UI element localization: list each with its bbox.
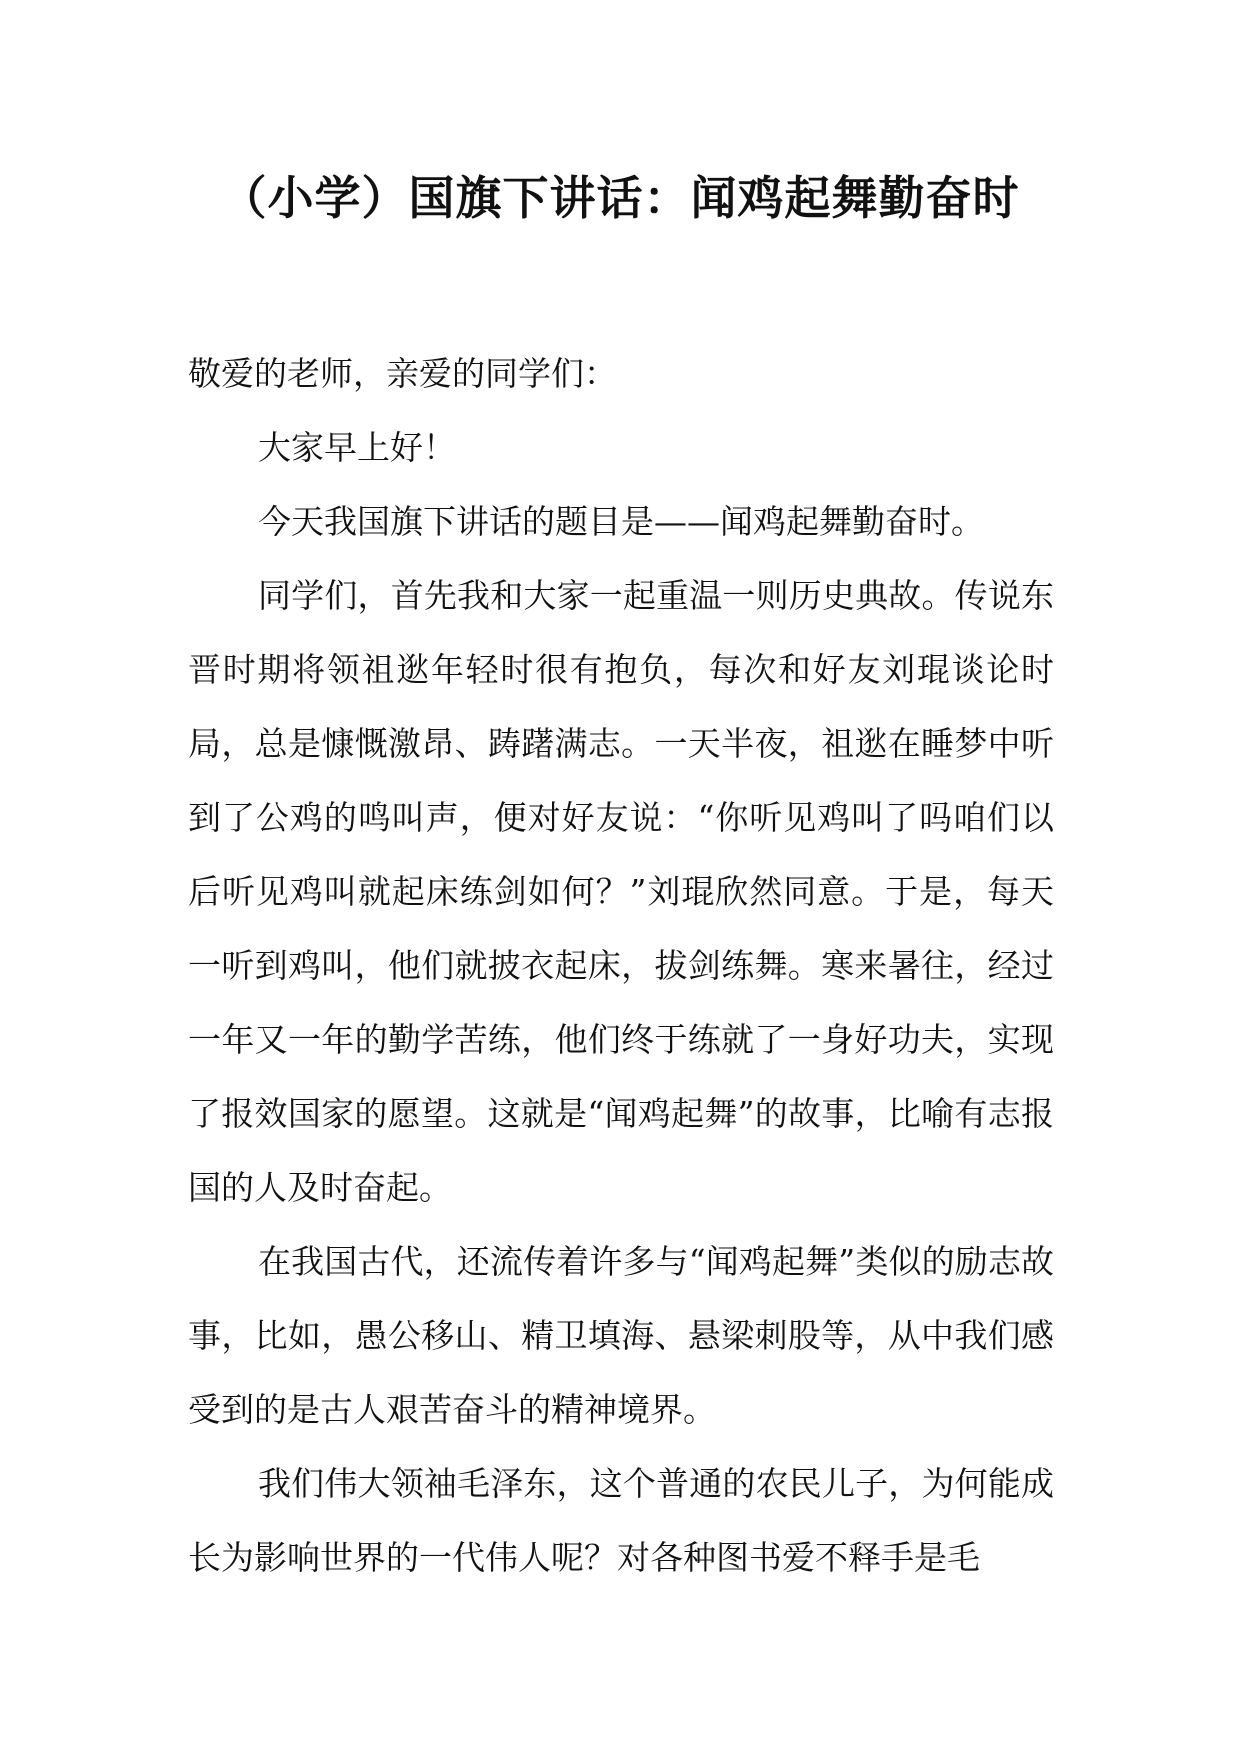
document-body	[188, 337, 1054, 1595]
paragraph-story: 同学们，首先我和大家一起重温一则历史典故。传说东晋时期将领祖逖年轻时很有抱负，每次和好友刘琨谈论时局，总是慷慨激昂、踌躇满志。一天半夜，祖逖在睡梦中听到了公鸡的鸣叫声，便对好友说：“你听见鸡叫了吗咱们以后听见鸡叫就起床练剑如何？”刘琨欣然同意。于是，每天一听到鸡叫，他们就披衣起床，拔剑练舞。寒来暑往，经过一年又一年的勤学苦练，他们终于练就了一身好功夫，实现了报效国家的愿望。这就是“闻鸡起舞”的故事，比喻有志报国的人及时奋起。	[188, 576, 1054, 1207]
paragraph-greeting: 大家早上好！	[258, 428, 456, 467]
paragraph-mao: 我们伟大领袖毛泽东，这个普通的农民儿子，为何能成长为影响世界的一代伟人呢？对各种图书爱不释手是毛	[188, 1464, 1054, 1577]
paragraph-topic: 今天我国旗下讲话的题目是——闻鸡起舞勤奋时。	[258, 502, 984, 541]
paragraph-ancient-stories: 在我国古代，还流传着许多与“闻鸡起舞”类似的励志故事，比如，愚公移山、精卫填海、悬梁刺股等，从中我们感受到的是古人艰苦奋斗的精神境界。	[188, 1242, 1054, 1429]
salutation: 敬爱的老师，亲爱的同学们：	[188, 354, 617, 393]
document-title: （小学）国旗下讲话：闻鸡起舞勤奋时	[220, 171, 1020, 225]
